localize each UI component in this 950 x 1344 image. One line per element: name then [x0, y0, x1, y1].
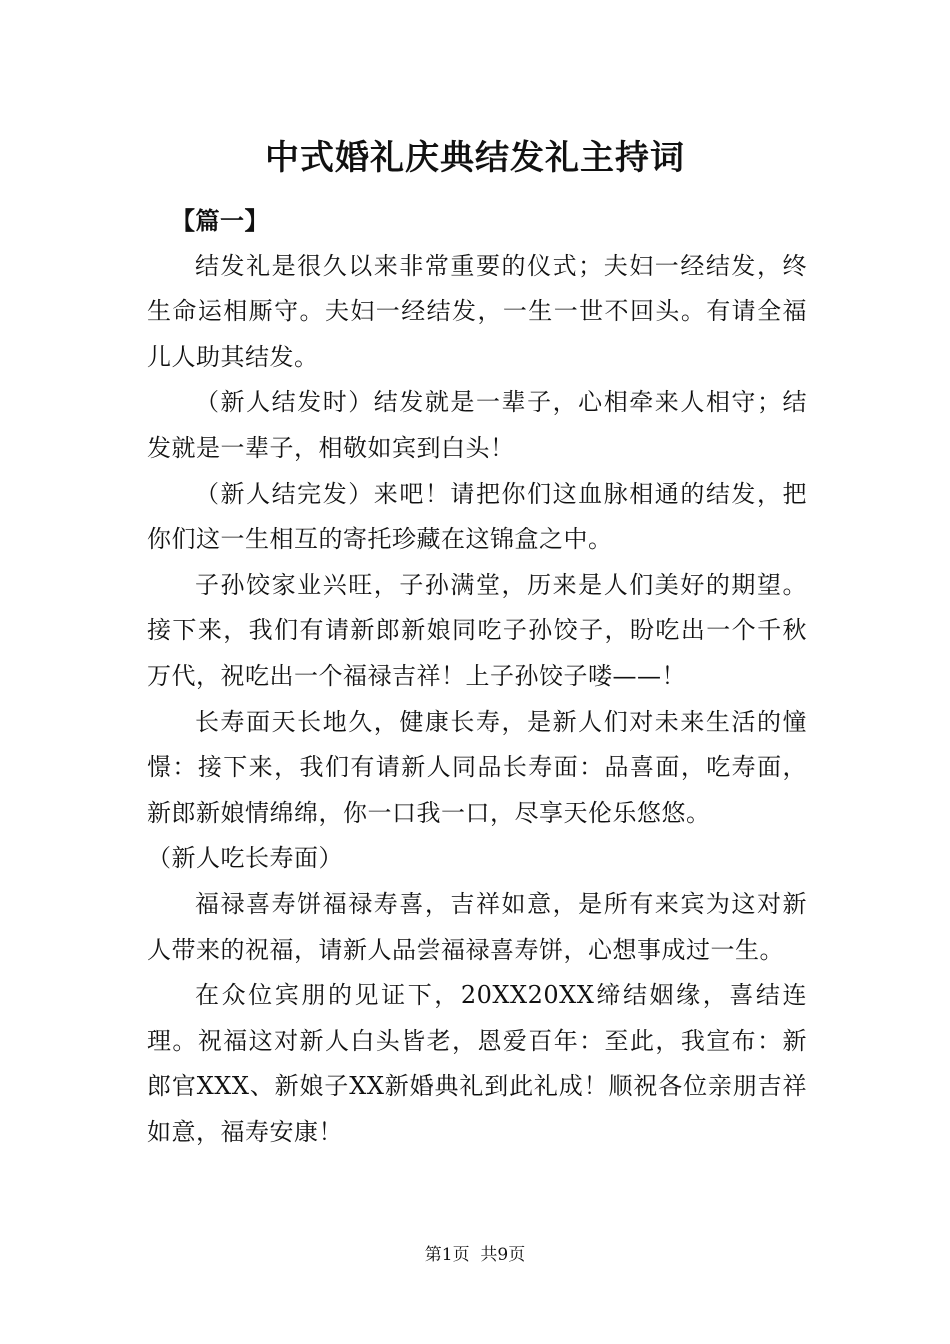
paragraph-during-hair-tying: （新人结发时）结发就是一辈子，心相牵来人相守；结发就是一辈子，相敬如宾到白头！	[147, 388, 807, 462]
paragraph-closing-declaration: 在众位宾朋的见证下，20XX20XX缔结姻缘，喜结连理。祝福这对新人白头皆老，恩爱百年：至此，我宣布：新郎官XXX、新娘子XX新婚典礼到此礼成！顺祝各位亲朋吉祥如意，福寿安康！	[147, 981, 807, 1146]
paragraph-hair-tying-ritual: 结发礼是很久以来非常重要的仪式；夫妇一经结发，终生命运相厮守。夫妇一经结发，一生一世不回头。有请全福儿人助其结发。	[147, 251, 807, 371]
section-heading: 【篇一】	[171, 206, 269, 235]
paragraph-blessing-cake: 福禄喜寿饼福禄寿喜，吉祥如意，是所有来宾为这对新人带来的祝福，请新人品尝福禄喜寿饼，心想事成过一生。	[147, 889, 807, 964]
paragraph-dumplings: 子孙饺家业兴旺，子孙满堂，历来是人们美好的期望。接下来，我们有请新郎新娘同吃子孙饺子，盼吃出一个千秋万代，祝吃出一个福禄吉祥！上子孙饺子喽——！	[147, 570, 807, 690]
paragraph-stage-direction: （新人吃长寿面）	[147, 844, 343, 873]
paragraph-longevity-noodles: 长寿面天长地久，健康长寿，是新人们对未来生活的憧憬：接下来，我们有请新人同品长寿面：品喜面，吃寿面，新郎新娘情绵绵，你一口我一口，尽享天伦乐悠悠。	[147, 707, 807, 827]
paragraph-after-hair-tying: （新人结完发）来吧！请把你们这血脉相通的结发，把你们这一生相互的寄托珍藏在这锦盒之中。	[147, 479, 807, 554]
page-number-footer: 第1页 共9页	[424, 1245, 526, 1265]
page-title: 中式婚礼庆典结发礼主持词	[265, 138, 685, 178]
document-body	[147, 198, 807, 1155]
